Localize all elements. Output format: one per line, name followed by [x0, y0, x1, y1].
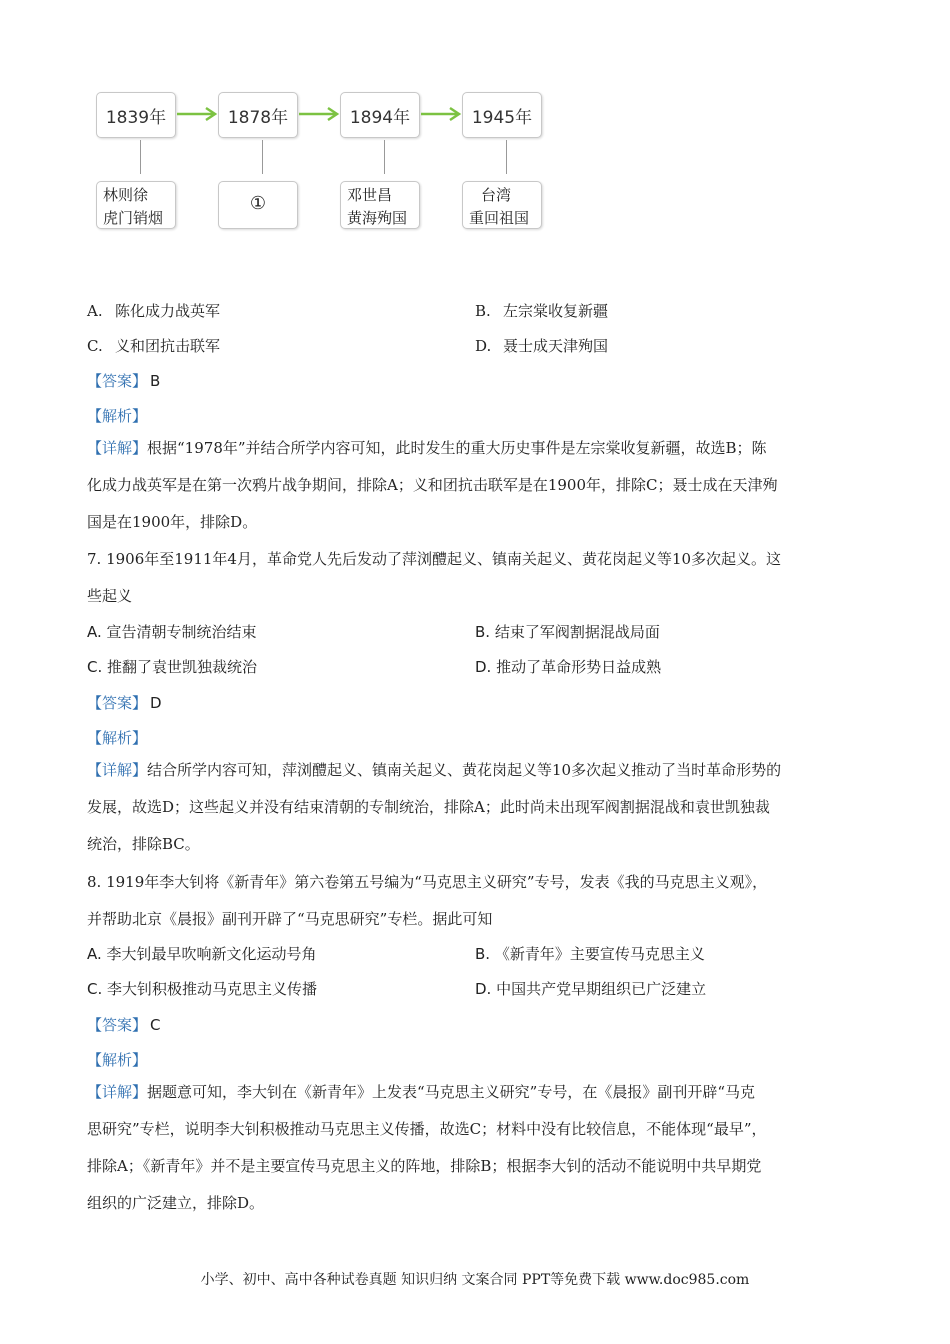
year-box-3: 1894年 — [340, 92, 420, 138]
option-a: A. 陈化成力战英军 — [87, 302, 221, 320]
year-box-1: 1839年 — [96, 92, 176, 138]
option-b: B. 《新青年》主要宣传马克思主义 — [475, 945, 705, 963]
option-d: D. 聂士成天津殉国 — [475, 337, 609, 355]
option-c: C. 李大钊积极推动马克思主义传播 — [87, 980, 318, 998]
detail-label: 【详解】 — [87, 1083, 148, 1101]
question-stem: 8. 1919年李大钊将《新青年》第六卷第五号编为“马克思主义研究”专号，发表《我的马克思主义观》， 并帮助北京《晨报》副刊开辟了“马克思研究”专栏。据此可知 — [87, 873, 768, 928]
answer-value: D — [150, 694, 162, 712]
arrow-icon — [420, 106, 462, 122]
option-a: A. 宣告清朝专制统治结束 — [87, 623, 257, 641]
event-box-4: 台湾 重回祖国 — [462, 181, 542, 229]
year-box-2: 1878年 — [218, 92, 298, 138]
connector-line — [140, 140, 141, 174]
answer-label: 【答案】 D — [87, 694, 162, 712]
detail-label: 【详解】 — [87, 761, 148, 779]
analysis-label: 【解析】 — [87, 729, 148, 747]
connector-line — [384, 140, 385, 174]
detail-label: 【详解】 — [87, 439, 148, 457]
event-box-1: 林则徐 虎门销烟 — [96, 181, 176, 229]
answer-value: C — [150, 1016, 161, 1034]
analysis-label: 【解析】 — [87, 407, 148, 425]
option-b: B. 结束了军阀割据混战局面 — [475, 623, 660, 641]
question-stem: 7. 1906年至1911年4月，革命党人先后发动了萍浏醴起义、镇南关起义、黄花岗起义等10多次起义。这 些起义 — [87, 550, 782, 605]
option-c: C. 义和团抗击联军 — [87, 337, 221, 355]
option-d: D. 中国共产党早期组织已广泛建立 — [475, 980, 707, 998]
analysis-label: 【解析】 — [87, 1051, 148, 1069]
detail-paragraph: 【详解】根据“1978年”并结合所学内容可知，此时发生的重大历史事件是左宗棠收复新疆，故选B；陈 化成力战英军是在第一次鸦片战争期间，排除A；义和团抗击联军是在1900年，排除C；聂士成在天津殉 国是在1900年，排除D。 — [87, 439, 778, 531]
event-box-3: 邓世昌 黄海殉国 — [340, 181, 420, 229]
option-c: C. 推翻了袁世凯独裁统治 — [87, 658, 258, 676]
option-d: D. 推动了革命形势日益成熟 — [475, 658, 662, 676]
answer-value: B — [150, 372, 161, 390]
option-b: B. 左宗棠收复新疆 — [475, 302, 609, 320]
year-box-4: 1945年 — [462, 92, 542, 138]
page-footer: 小学、初中、高中各种试卷真题 知识归纳 文案合同 PPT等免费下载 www.doc985.com — [200, 1272, 750, 1288]
detail-paragraph: 【详解】据题意可知，李大钊在《新青年》上发表“马克思主义研究”专号，在《晨报》副刊开辟“马克 思研究”专栏，说明李大钊积极推动马克思主义传播，故选C；材料中没有比较信息，不能体现“最早”， 排除A；《新青年》并不是主要宣传马克思主义的阵地，排除B；根据李大钊的活动不能说明中共早期党 组织的广泛建立，排除D。 — [87, 1083, 767, 1212]
event-box-2: ① — [218, 181, 298, 229]
arrow-icon — [298, 106, 340, 122]
connector-line — [262, 140, 263, 174]
arrow-icon — [176, 106, 218, 122]
connector-line — [506, 140, 507, 174]
answer-label: 【答案】 B — [87, 372, 161, 390]
detail-paragraph: 【详解】结合所学内容可知，萍浏醴起义、镇南关起义、黄花岗起义等10多次起义推动了当时革命形势的 发展，故选D；这些起义并没有结束清朝的专制统治，排除A；此时尚未出现军阀割据混战和袁世凯独裁 统治，排除BC。 — [87, 761, 782, 853]
answer-label: 【答案】 C — [87, 1016, 161, 1034]
option-a: A. 李大钊最早吹响新文化运动号角 — [87, 945, 317, 963]
